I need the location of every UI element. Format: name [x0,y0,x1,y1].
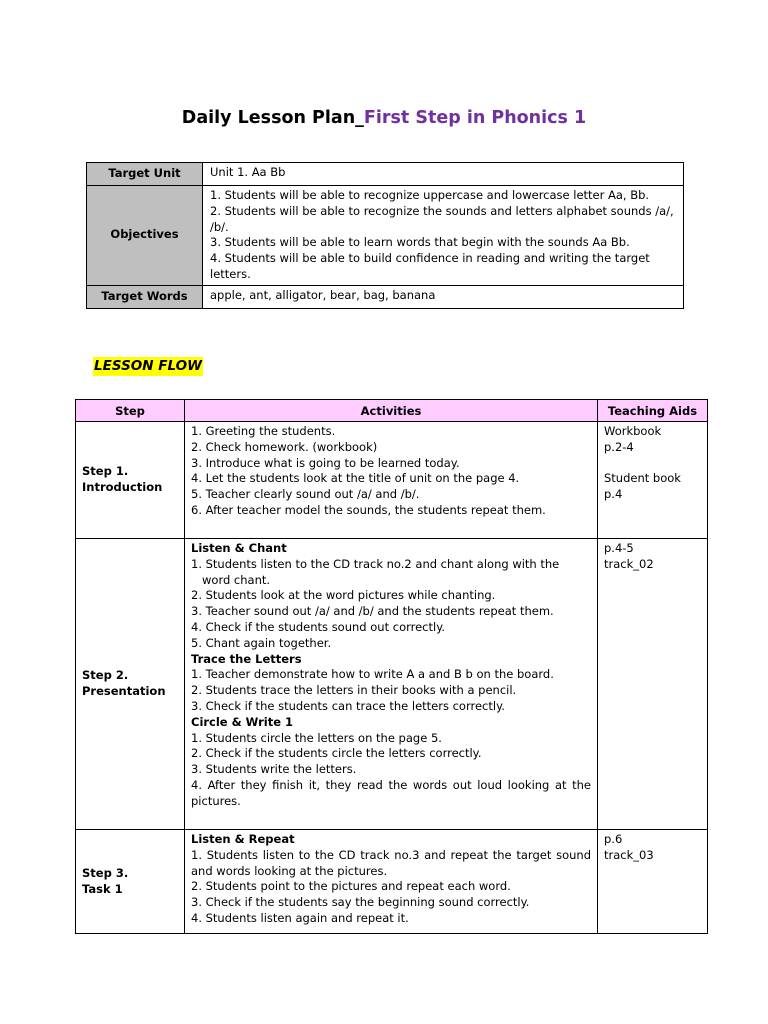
step-cell [76,830,185,934]
table-row [76,422,708,539]
activity-item: 3. Check if the students say the beginning sound correctly. [191,895,530,910]
aid-item: p.4 [604,487,623,502]
activity-item: 4. Check if the students sound out correctly. [191,619,446,634]
aids-cell [598,422,708,539]
activity-item: 2. Students trace the letters in their books with a pencil. [191,683,517,698]
target-unit-row [87,163,684,186]
objective-item: 3. Students will be able to learn words that begin with the sounds Aa Bb. [210,235,630,250]
activity-item: 3. Teacher sound out /a/ and /b/ and the students repeat them. [191,604,554,619]
activities-cell [185,830,598,934]
activity-item: 4. Students listen again and repeat it. [191,910,409,925]
target-words-row [87,285,684,308]
aids-column-header: Teaching Aids [598,400,708,422]
activity-item: 2. Check homework. (workbook) [191,439,378,454]
aid-item: p.2-4 [604,439,634,454]
activity-item: 1. Students listen to the CD track no.2 and chant along with the [191,556,560,571]
target-words-label: Target Words [87,285,203,308]
aid-item: track_02 [604,556,654,571]
activity-item: 2. Students look at the word pictures while chanting. [191,588,496,603]
aid-item: Student book [604,471,681,486]
activity-item: 4. Let the students look at the title of unit on the page 4. [191,471,520,486]
activity-item: 2. Students point to the pictures and repeat each word. [191,879,511,894]
objective-item: 1. Students will be able to recognize uppercase and lowercase letter Aa, Bb. [210,188,650,202]
page-title [0,108,768,128]
aids-cell [598,830,708,934]
aid-spacer [604,456,701,472]
lesson-flow-table [75,399,708,934]
activity-item: 3. Students write the letters. [191,762,357,777]
title-book-name: First Step in Phonics 1 [363,108,587,128]
objectives-row [87,186,684,286]
table-header-row [76,400,708,422]
aid-item: Workbook [604,424,662,438]
objective-item: 4. Students will be able to build confidence in reading and writing the target letters. [210,251,650,281]
activity-item: 4. After they finish it, they read the words out loud looking at the pictures. [191,777,591,808]
aid-item: p.6 [604,832,623,846]
table-row [76,830,708,934]
activity-item: 2. Check if the students circle the letters correctly. [191,746,482,761]
target-unit-value: Unit 1. Aa Bb [203,163,684,186]
section-heading: Trace the Letters [191,651,302,666]
objective-item: 2. Students will be able to recognize the sounds and letters alphabet sounds /a/, /b/. [210,203,674,234]
table-row [76,539,708,830]
step-title: Introduction [82,480,163,494]
activity-item: 1. Students listen to the CD track no.3 and repeat the target sound and words looking at the pictures. [191,847,591,878]
activity-item: 3. Introduce what is going to be learned today. [191,455,460,470]
step-number: Step 1. [82,464,129,479]
activity-item: word chant. [202,572,271,587]
activity-item: 5. Teacher clearly sound out /a/ and /b/. [191,487,420,502]
step-title: Presentation [82,684,166,698]
section-heading: Listen & Chant [191,541,287,555]
step-cell [76,422,185,539]
objectives-list [203,186,684,286]
target-words-value: apple, ant, alligator, bear, bag, banana [203,285,684,308]
activity-item: 1. Teacher demonstrate how to write A a and B b on the board. [191,667,554,682]
activities-cell [185,422,598,539]
title-main: Daily Lesson Plan_ [181,108,364,128]
aid-item: track_03 [604,847,654,862]
step-number: Step 2. [82,668,129,683]
activity-item: 6. After teacher model the sounds, the students repeat them. [191,502,546,517]
activity-item: 1. Greeting the students. [191,424,336,438]
aid-item: p.4-5 [604,541,634,555]
target-unit-label: Target Unit [87,163,203,186]
step-number: Step 3. [82,865,129,880]
aids-cell [598,539,708,830]
activity-item: 1. Students circle the letters on the page 5. [191,730,442,745]
activity-item: 5. Chant again together. [191,635,332,650]
unit-info-table [86,162,684,309]
lesson-flow-heading: LESSON FLOW [94,358,202,374]
activity-item: 3. Check if the students can trace the letters correctly. [191,698,505,713]
section-heading: Circle & Write 1 [191,714,294,729]
section-heading: Listen & Repeat [191,832,295,846]
step-title: Task 1 [82,881,123,896]
objectives-label: Objectives [87,186,203,286]
activities-column-header: Activities [185,400,598,422]
step-cell [76,539,185,830]
step-column-header: Step [76,400,185,422]
activities-cell [185,539,598,830]
